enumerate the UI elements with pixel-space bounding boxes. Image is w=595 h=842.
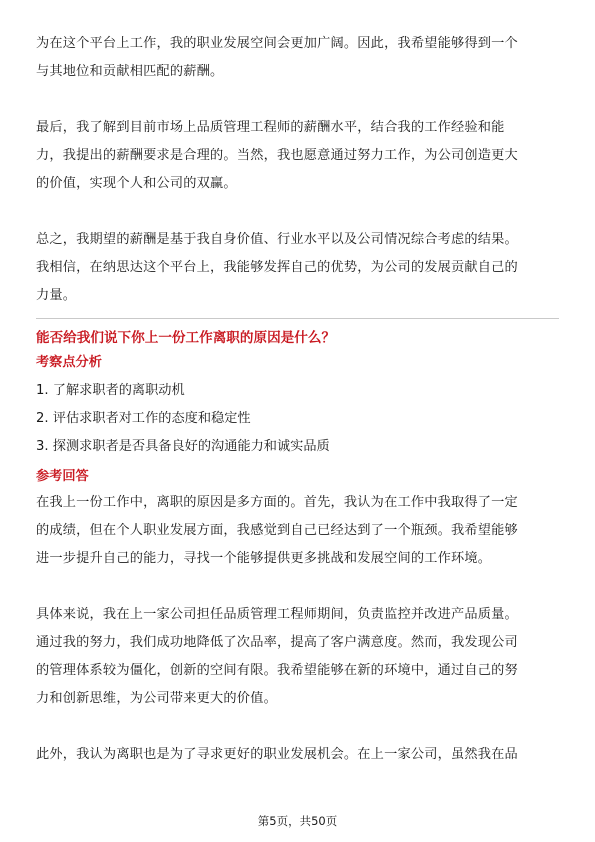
question-heading: 能否给我们说下你上一份工作离职的原因是什么？ bbox=[36, 330, 336, 346]
document-page bbox=[36, 30, 559, 769]
text-line: 在我上一份工作中，离职的原因是多方面的。首先，我认为在工作中我取得了一定 bbox=[36, 495, 518, 510]
text-line: 进一步提升自己的能力，寻找一个能够提供更多挑战和发展空间的工作环境。 bbox=[36, 551, 492, 566]
text-line: 力，我提出的薪酬要求是合理的。当然，我也愿意通过努力工作，为公司创造更大 bbox=[36, 148, 518, 163]
text-line: 具体来说，我在上一家公司担任品质管理工程师期间，负责监控并改进产品质量。 bbox=[36, 607, 518, 622]
paragraph-salary-summary bbox=[36, 226, 559, 310]
text-line: 的管理体系较为僵化，创新的空间有限。我希望能够在新的环境中，通过自己的努 bbox=[36, 663, 518, 678]
analysis-item: 1. 了解求职者的离职动机 bbox=[36, 383, 185, 398]
text-line: 通过我的努力，我们成功地降低了次品率，提高了客户满意度。然而，我发现公司 bbox=[36, 635, 518, 650]
answer-heading: 参考回答 bbox=[36, 469, 89, 484]
text-line: 与其地位和贡献相匹配的薪酬。 bbox=[36, 64, 224, 79]
analysis-item: 3. 探测求职者是否具备良好的沟通能力和诚实品质 bbox=[36, 439, 330, 454]
analysis-item: 2. 评估求职者对工作的态度和稳定性 bbox=[36, 411, 251, 426]
answer-paragraph-3 bbox=[36, 741, 559, 769]
analysis-heading: 考察点分析 bbox=[36, 355, 102, 370]
answer-paragraph-1 bbox=[36, 489, 559, 573]
paragraph-salary-continued bbox=[36, 30, 559, 86]
section-divider bbox=[36, 318, 559, 319]
text-line: 总之，我期望的薪酬是基于我自身价值、行业水平以及公司情况综合考虑的结果。 bbox=[36, 232, 518, 247]
text-line: 为在这个平台上工作，我的职业发展空间会更加广阔。因此，我希望能够得到一个 bbox=[36, 36, 518, 51]
text-line: 最后，我了解到目前市场上品质管理工程师的薪酬水平，结合我的工作经验和能 bbox=[36, 120, 505, 135]
paragraph-salary-market bbox=[36, 114, 559, 198]
page-number-footer: 第5页，共50页 bbox=[257, 814, 338, 828]
text-line: 力和创新思维，为公司带来更大的价值。 bbox=[36, 691, 277, 706]
text-line: 力量。 bbox=[36, 288, 77, 303]
text-line: 的价值，实现个人和公司的双赢。 bbox=[36, 176, 237, 191]
text-line: 我相信，在纳思达这个平台上，我能够发挥自己的优势，为公司的发展贡献自己的 bbox=[36, 260, 518, 275]
answer-paragraph-2 bbox=[36, 601, 559, 713]
text-line: 此外，我认为离职也是为了寻求更好的职业发展机会。在上一家公司，虽然我在品 bbox=[36, 747, 518, 762]
text-line: 的成绩，但在个人职业发展方面，我感觉到自己已经达到了一个瓶颈。我希望能够 bbox=[36, 523, 518, 538]
